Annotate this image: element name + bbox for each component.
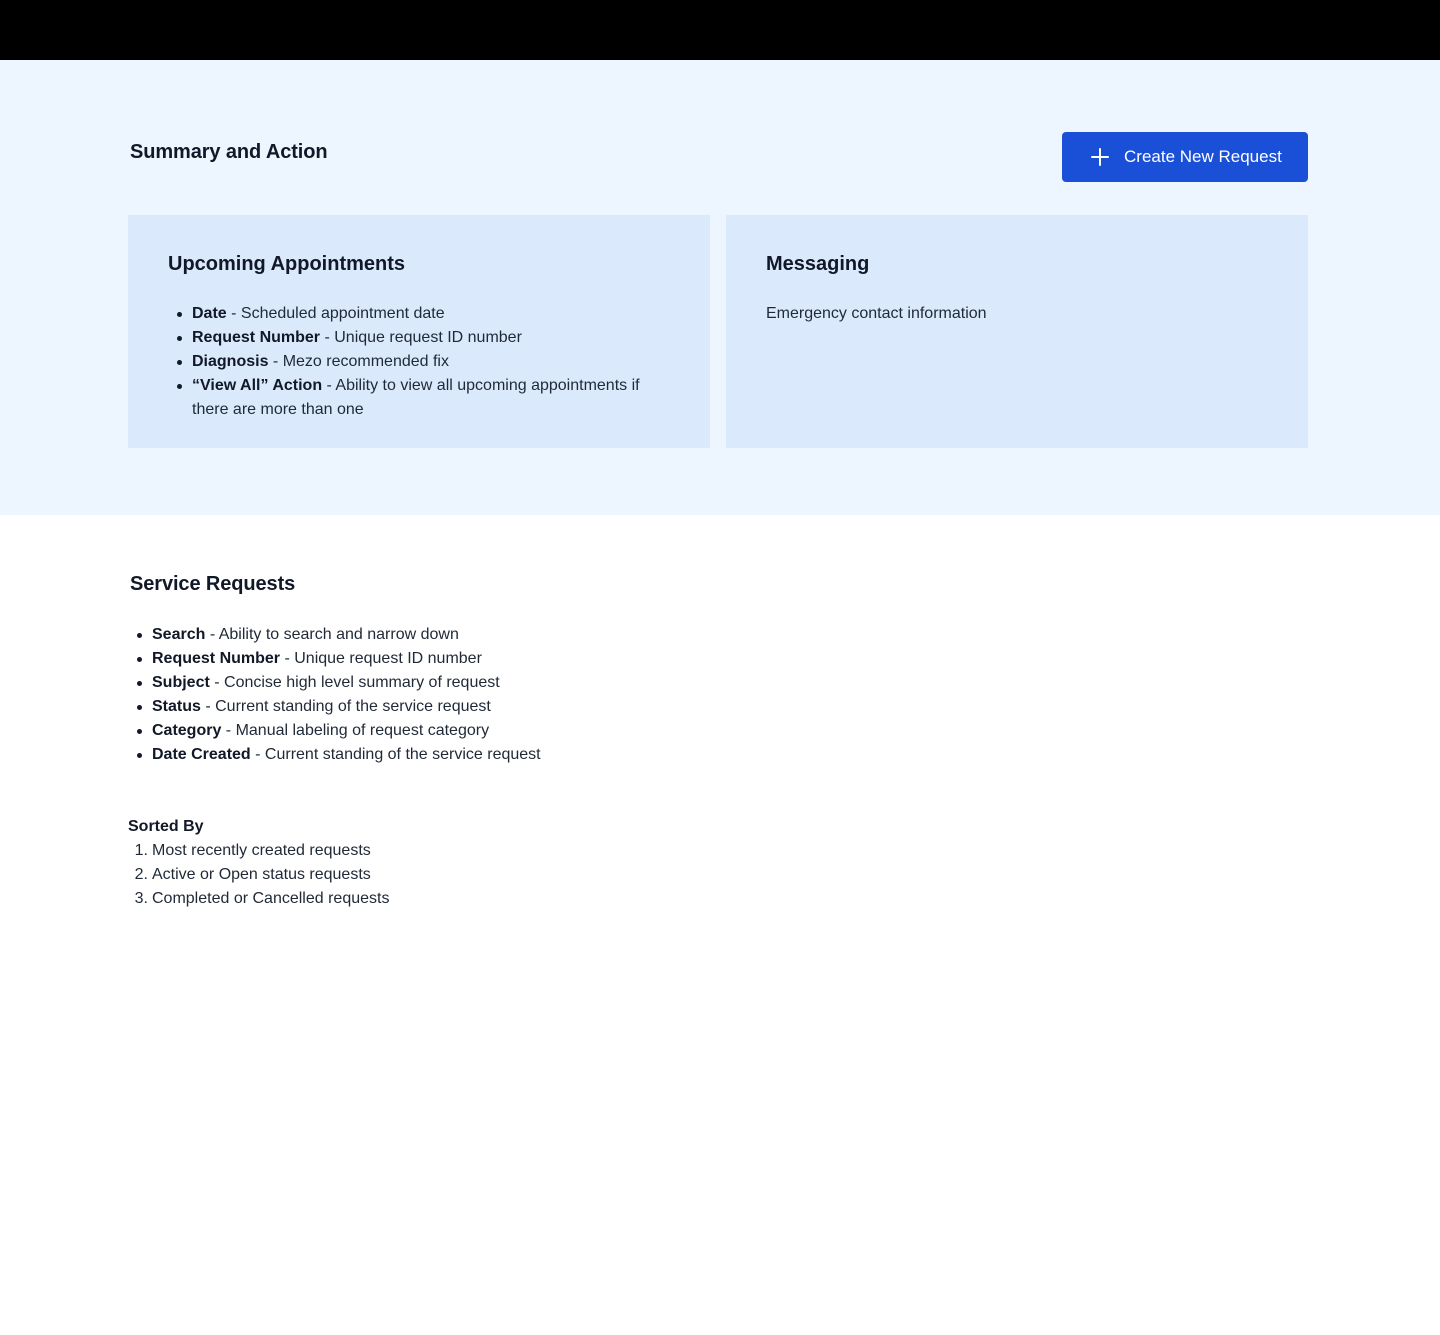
list-item	[128, 623, 828, 647]
list-item-term: Subject	[152, 674, 210, 691]
list-item	[168, 374, 670, 422]
list-item-term: Diagnosis	[192, 353, 269, 370]
summary-section	[0, 60, 1440, 515]
list-item-text: Completed or Cancelled requests	[152, 890, 390, 907]
list-item-text: Active or Open status requests	[152, 866, 371, 883]
list-item-desc: - Unique request ID number	[280, 650, 482, 667]
list-item-term: Category	[152, 722, 222, 739]
list-item-number: 1.	[134, 842, 148, 859]
service-requests-title: Service Requests	[130, 573, 296, 595]
list-item-term: Search	[152, 626, 206, 643]
list-item-term: Request Number	[192, 329, 321, 346]
list-item-desc: - Scheduled appointment date	[226, 305, 445, 322]
list-item	[128, 695, 828, 719]
list-item-term: “View All” Action	[192, 377, 323, 394]
list-item	[168, 350, 670, 374]
list-item-term: Date Created	[152, 746, 251, 763]
appointments-list	[168, 302, 670, 422]
list-item-term: Status	[152, 698, 201, 715]
list-item-number: 3.	[134, 890, 148, 907]
messaging-title: Messaging	[766, 253, 870, 275]
list-item-desc: - Ability to search and narrow down	[205, 626, 459, 643]
create-new-request-button[interactable]	[1062, 132, 1308, 182]
list-item	[128, 743, 828, 767]
list-item	[128, 887, 628, 911]
top-bar	[0, 0, 1440, 60]
create-new-request-label: Create New Request	[1124, 147, 1282, 166]
list-item	[128, 839, 628, 863]
list-item	[128, 719, 828, 743]
plus-icon	[1090, 147, 1110, 167]
list-item-term: Date	[192, 305, 227, 322]
list-item	[168, 326, 670, 350]
list-item-desc: - Manual labeling of request category	[221, 722, 490, 739]
list-item-desc: - Unique request ID number	[320, 329, 522, 346]
list-item-desc: - Ability to view all upcoming appointments if there are more than one	[192, 377, 640, 418]
sorted-by-label: Sorted By	[128, 818, 204, 835]
list-item-term: Request Number	[152, 650, 281, 667]
list-item	[128, 671, 828, 695]
list-item-desc: - Concise high level summary of request	[209, 674, 500, 691]
summary-title: Summary and Action	[130, 141, 328, 163]
sorted-by-block	[128, 815, 628, 911]
list-item-desc: - Mezo recommended fix	[268, 353, 449, 370]
list-item-desc: - Current standing of the service request	[200, 698, 491, 715]
list-item	[128, 863, 628, 887]
upcoming-appointments-title: Upcoming Appointments	[168, 253, 406, 275]
list-item-number: 2.	[134, 866, 148, 883]
list-item-desc: - Current standing of the service request	[250, 746, 541, 763]
list-item	[128, 647, 828, 671]
messaging-card	[726, 215, 1308, 448]
list-item-text: Most recently created requests	[152, 842, 371, 859]
sorted-by-list	[128, 839, 628, 911]
messaging-text: Emergency contact information	[766, 305, 987, 322]
service-requests-list	[128, 623, 828, 767]
list-item	[168, 302, 670, 326]
upcoming-appointments-card	[128, 215, 710, 448]
